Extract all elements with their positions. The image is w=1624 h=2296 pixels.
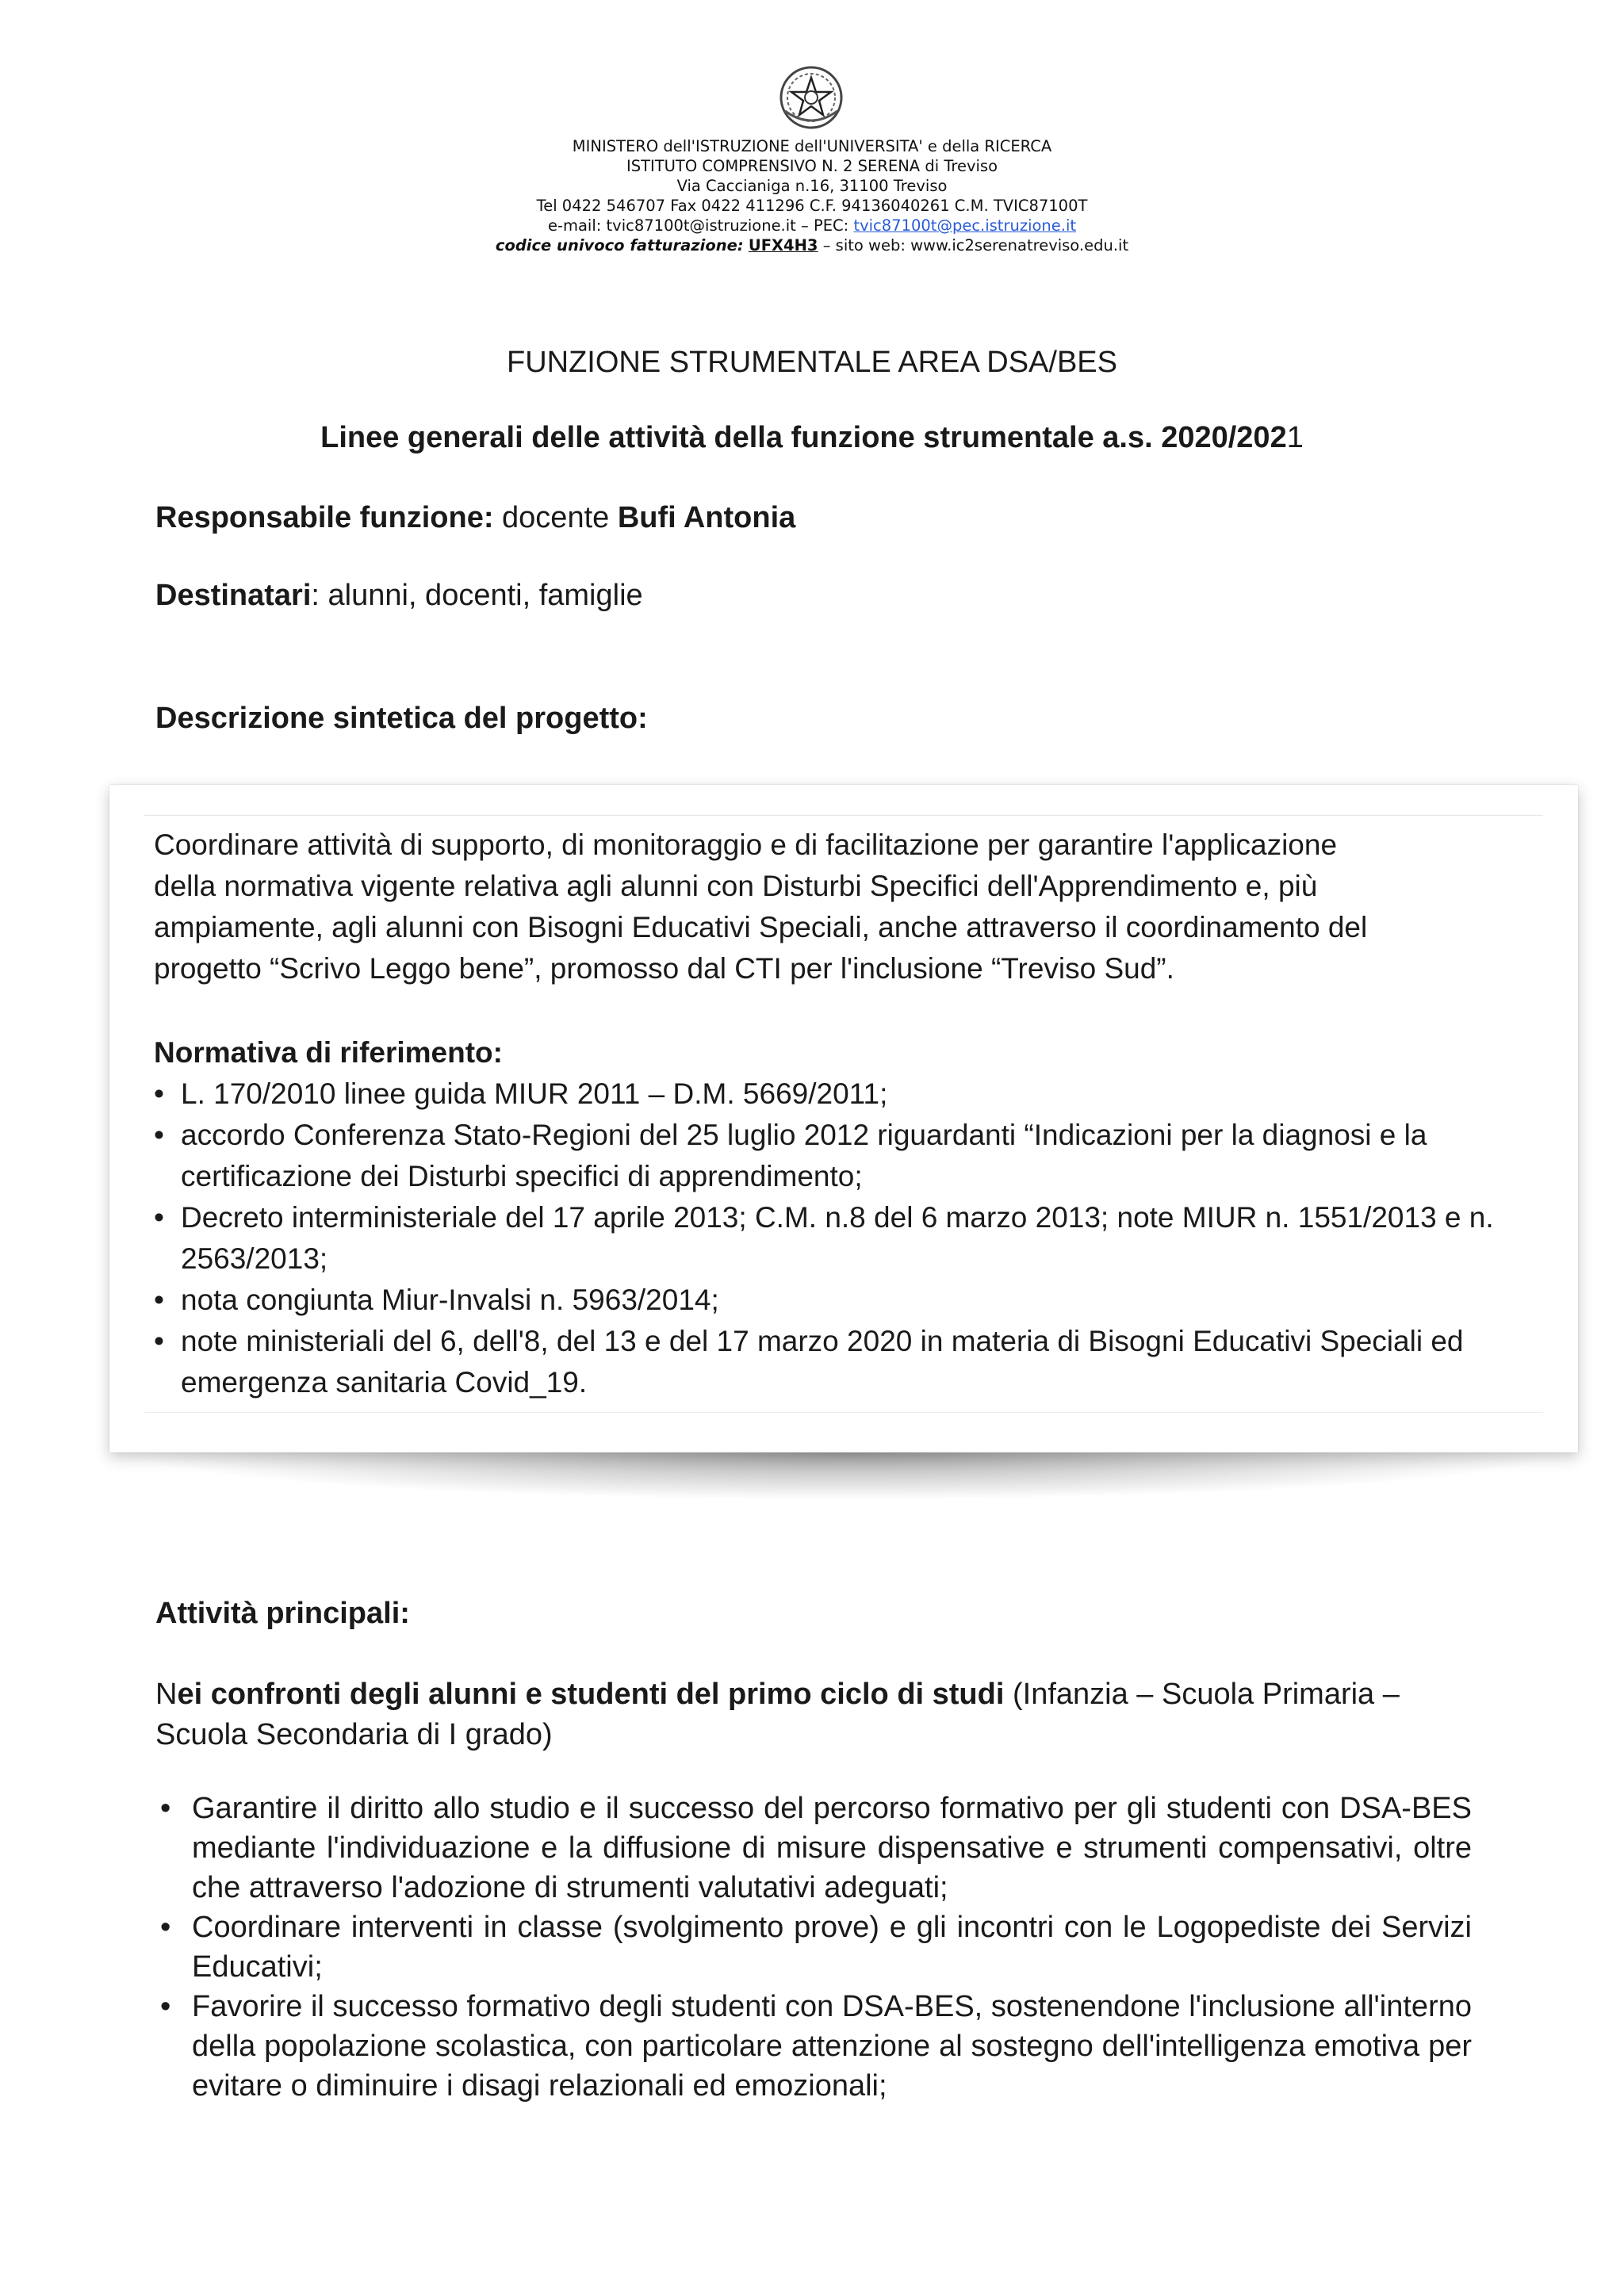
intro-line: ampiamente, agli alunni con Bisogni Educativi Speciali, anche attraverso il coordinamento del — [154, 911, 1368, 943]
bullet-icon: • — [160, 1990, 171, 2023]
descrizione-heading: Descrizione sintetica del progetto: — [155, 702, 648, 735]
normativa-text: L. 170/2010 linee guida MIUR 2011 – D.M. 5669/2011; — [181, 1077, 888, 1110]
normativa-text: Decreto interministeriale del 17 aprile 2013; C.M. n.8 del 6 marzo 2013; note MIUR n. 1551/2013 e n. 2563/2013; — [181, 1201, 1494, 1275]
normativa-item — [154, 1321, 1549, 1403]
bullet-icon: • — [154, 1284, 164, 1316]
subtitle-bold: Linee generali delle attività della funzione strumentale a.s. 2020/202 — [320, 421, 1287, 454]
pec-link[interactable]: tvic87100t@pec.istruzione.it — [853, 216, 1077, 235]
subtitle-tail: 1 — [1286, 421, 1304, 454]
letterhead-ministry: MINISTERO dell'ISTRUZIONE dell'UNIVERSITA' e della RICERCA — [572, 137, 1052, 155]
confronti-bold: ei confronti degli alunni e studenti del primo ciclo di studi — [177, 1678, 1005, 1711]
responsabile-name: Bufi Antonia — [617, 501, 796, 534]
document-subtitle — [0, 421, 1624, 455]
attivita-text: Favorire il successo formativo degli studenti con DSA-BES, sostenendone l'inclusione all'interno della popolazione scolastica, con particolare attenzione al sostegno dell'intelligenza emotiva per evitare o diminuire i disagi relazionali ed emozionali; — [192, 1990, 1472, 2103]
letterhead-email-line — [0, 216, 1624, 235]
responsabile-label: Responsabile funzione: — [155, 501, 494, 534]
normativa-item — [154, 1197, 1549, 1280]
bullet-icon: • — [160, 1911, 171, 1944]
attivita-item — [155, 1908, 1472, 1987]
confronti-paragraph — [155, 1674, 1472, 1755]
website: – sito web: www.ic2serenatreviso.edu.it — [818, 236, 1129, 254]
confronti-rest: (Infanzia – Scuola Primaria –Scuola Secondaria di I grado) — [155, 1678, 1400, 1751]
responsabile-role: docente — [493, 501, 618, 534]
normativa-text: nota congiunta Miur-Invalsi n. 5963/2014; — [181, 1284, 719, 1316]
destinatari-value: : alunni, docenti, famiglie — [311, 579, 643, 612]
bullet-icon: • — [154, 1325, 164, 1357]
confronti-first-letter: N — [155, 1678, 178, 1711]
billing-code: UFX4H3 — [748, 236, 818, 254]
attivita-text: Garantire il diritto allo studio e il successo del percorso formativo per gli studenti con DSA-BES mediante l'individuazione e la diffusione di misure dispensative e strumenti compensativi, oltre che attraverso l'adozione di strumenti valutativi adeguati; — [192, 1792, 1472, 1904]
attivita-heading: Attività principali: — [155, 1597, 410, 1630]
letterhead-institute: ISTITUTO COMPRENSIVO N. 2 SERENA di Treviso — [626, 157, 998, 175]
letterhead-phone: Tel 0422 546707 Fax 0422 411296 C.F. 94136040261 C.M. TVIC87100T — [536, 197, 1088, 215]
letterhead-email: e-mail: tvic87100t@istruzione.it – PEC: — [547, 216, 854, 235]
intro-line: della normativa vigente relativa agli alunni con Disturbi Specifici dell'Apprendimento e, più — [154, 870, 1318, 902]
destinatari-label: Destinatari — [155, 579, 312, 612]
intro-line: Coordinare attività di supporto, di monitoraggio e di facilitazione per garantire l'applicazione — [154, 828, 1338, 861]
box-shadow — [127, 1452, 1562, 1500]
responsabile-line — [155, 501, 795, 535]
normativa-list — [154, 1073, 1549, 1403]
description-box — [109, 785, 1578, 1452]
letterhead — [0, 136, 1624, 255]
box-divider-bottom — [144, 1412, 1543, 1413]
intro-line: progetto “Scrivo Leggo bene”, promosso dal CTI per l'inclusione “Treviso Sud”. — [154, 952, 1174, 985]
attivita-text: Coordinare interventi in classe (svolgimento prove) e gli incontri con le Logopediste dei Servizi Educativi; — [192, 1911, 1472, 1984]
normativa-item — [154, 1280, 1549, 1321]
attivita-item — [155, 1987, 1472, 2106]
normativa-text: accordo Conferenza Stato-Regioni del 25 luglio 2012 riguardanti “Indicazioni per la diagnosi e la certificazione dei Disturbi specifici di apprendimento; — [181, 1119, 1427, 1192]
normativa-heading: Normativa di riferimento: — [154, 1036, 503, 1069]
normativa-item — [154, 1073, 1549, 1115]
destinatari-line — [155, 579, 643, 613]
document-title: FUNZIONE STRUMENTALE AREA DSA/BES — [506, 346, 1117, 379]
bullet-icon: • — [154, 1077, 164, 1110]
attivita-list — [155, 1789, 1472, 2106]
description-content — [154, 825, 1549, 1403]
bullet-icon: • — [160, 1792, 171, 1825]
letterhead-address: Via Caccianiga n.16, 31100 Treviso — [676, 177, 948, 195]
normativa-text: note ministeriali del 6, dell'8, del 13 e del 17 marzo 2020 in materia di Bisogni Educativi Speciali ed emergenza sanitaria Covid_19. — [181, 1325, 1464, 1399]
box-divider-top — [144, 815, 1543, 816]
normativa-item — [154, 1115, 1549, 1197]
letterhead-billing-line — [0, 235, 1624, 255]
bullet-icon: • — [154, 1201, 164, 1234]
billing-label: codice univoco fatturazione: — [495, 236, 744, 254]
italian-republic-emblem-icon — [777, 63, 845, 132]
bullet-icon: • — [154, 1119, 164, 1151]
attivita-item — [155, 1789, 1472, 1908]
